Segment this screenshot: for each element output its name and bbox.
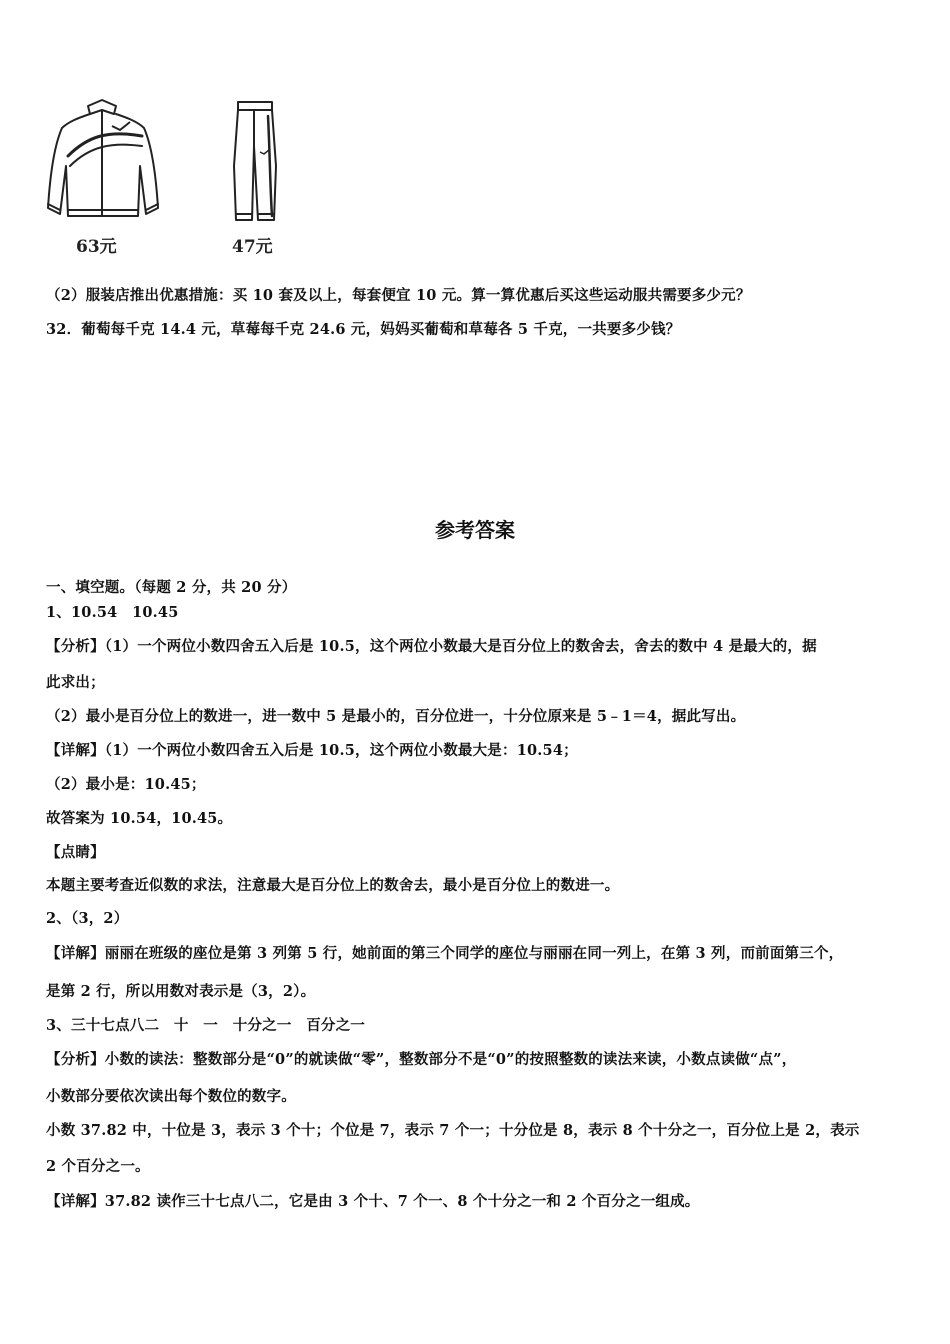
answer-line: 【详解】37.82 读作三十七点八二，它是由 3 个十、7 个一、8 个十分之一和 2 个百分之一组成。 — [46, 1193, 700, 1210]
answer-line: 【详解】丽丽在班级的座位是第 3 列第 5 行，她前面的第三个同学的座位与丽丽在同一列上，在第 3 列，而前面第三个， — [46, 945, 844, 962]
pants-image — [224, 96, 286, 226]
answer-line: （2）最小是百分位上的数进一，进一数中 5 是最小的，百分位进一，十分位原来是 5﹣1＝4，据此写出。 — [46, 708, 746, 725]
answer-line: 1、10.54 10.45 — [46, 604, 179, 621]
answer-line: 【分析】小数的读法：整数部分是“0”的就读做“零”，整数部分不是“0”的按照整数的读法来读，小数点读做“点”， — [46, 1051, 797, 1068]
jacket-image — [42, 96, 166, 224]
question-line: 32．葡萄每千克 14.4 元，草莓每千克 24.6 元，妈妈买葡萄和草莓各 5 千克，一共要多少钱？ — [46, 321, 681, 338]
answer-line: 小数 37.82 中，十位是 3，表示 3 个十；个位是 7，表示 7 个一；十分位是 8，表示 8 个十分之一，百分位上是 2，表示 — [46, 1122, 860, 1139]
answer-line: 此求出； — [46, 674, 105, 691]
answer-line: 2、（3，2） — [46, 910, 129, 927]
answer-line: 【点睛】 — [46, 844, 105, 861]
answer-line: 【详解】（1）一个两位小数四舍五入后是 10.5，这个两位小数最大是：10.54； — [46, 742, 578, 759]
answer-line: 【分析】（1）一个两位小数四舍五入后是 10.5，这个两位小数最大是百分位上的数舍去，舍去的数中 4 是最大的，据 — [46, 638, 817, 655]
answer-line: 故答案为 10.54，10.45。 — [46, 810, 233, 827]
pants-price: 47元 — [232, 237, 273, 257]
answer-line: 本题主要考查近似数的求法，注意最大是百分位上的数舍去，最小是百分位上的数进一。 — [46, 877, 620, 894]
answer-line: 3、三十七点八二 十 一 十分之一 百分之一 — [46, 1017, 365, 1034]
question-line: （2）服装店推出优惠措施：买 10 套及以上，每套便宜 10 元。算一算优惠后买这些运动服共需要多少元？ — [46, 287, 751, 304]
answer-line: 是第 2 行，所以用数对表示是（3，2）。 — [46, 983, 316, 1000]
answer-line: （2）最小是：10.45； — [46, 776, 206, 793]
answer-title: 参考答案 — [435, 518, 515, 542]
answer-line: 一、填空题。（每题 2 分，共 20 分） — [46, 579, 297, 596]
answer-line: 2 个百分之一。 — [46, 1158, 150, 1175]
jacket-price: 63元 — [76, 237, 117, 257]
answer-line: 小数部分要依次读出每个数位的数字。 — [46, 1088, 296, 1105]
